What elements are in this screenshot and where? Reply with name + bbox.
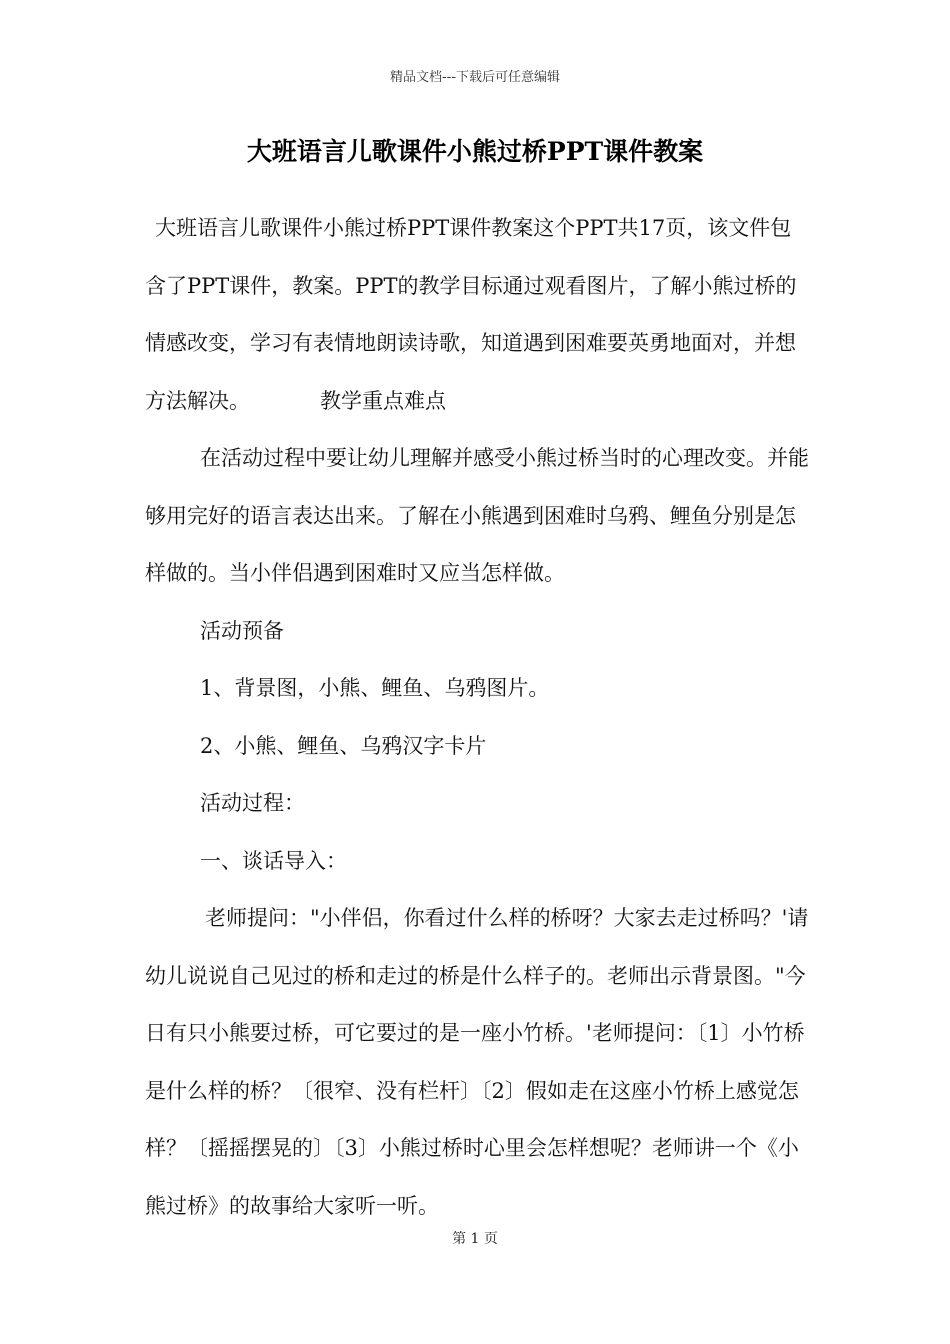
step1-heading: 一、谈话导入： <box>200 848 347 873</box>
process-heading: 活动过程： <box>200 791 305 815</box>
key-points-paragraph: 在活动过程中要让幼儿理解并感受小熊过桥当时的心理改变。并能够用完好的语言表达出来。了解在小熊遇到困难时乌鸦、鲤鱼分别是怎样做的。当小伴侣遇到困难时又应当怎样做。 <box>145 446 809 585</box>
document-body <box>145 200 810 1235</box>
step1-paragraph: 老师提问："小伴侣，你看过什么样的桥呀？大家去走过桥吗？'请幼儿说说自己见过的桥和走过的桥是什么样子的。老师出示背景图。"今日有只小熊要过桥，可它要过的是一座小竹桥。'老师提问：〔1〕小竹桥是什么样的桥？〔很窄、没有栏杆〕〔2〕假如走在这座小竹桥上感觉怎样？〔摇摇摆晃的〕〔3〕小熊过桥时心里会怎样想呢？老师讲一个《小熊过桥》的故事给大家听一听。 <box>145 906 809 1218</box>
intro-paragraph <box>145 200 810 430</box>
intro-text: 大班语言儿歌课件小熊过桥PPT课件教案这个PPT共17页，该文件包含了PPT课件，教案。PPT的教学目标通过观看图片，了解小熊过桥的情感改变，学习有表情地朗读诗歌，知道遇到困难要英勇地面对，并想方法解决。 <box>145 216 797 413</box>
document-title: 大班语言儿歌课件小熊过桥PPT课件教案 <box>246 137 704 166</box>
key-points-heading: 教学重点难点 <box>320 388 446 413</box>
prep-item-1: 1、背景图，小熊、鲤鱼、乌鸦图片。 <box>200 676 550 700</box>
prep-item-2: 2、小熊、鲤鱼、乌鸦汉字卡片 <box>200 733 487 758</box>
page-header: 精品文档---下载后可任意编辑 <box>389 70 561 85</box>
prep-heading: 活动预备 <box>200 618 284 643</box>
page-number: 第 1 页 <box>452 1231 498 1247</box>
